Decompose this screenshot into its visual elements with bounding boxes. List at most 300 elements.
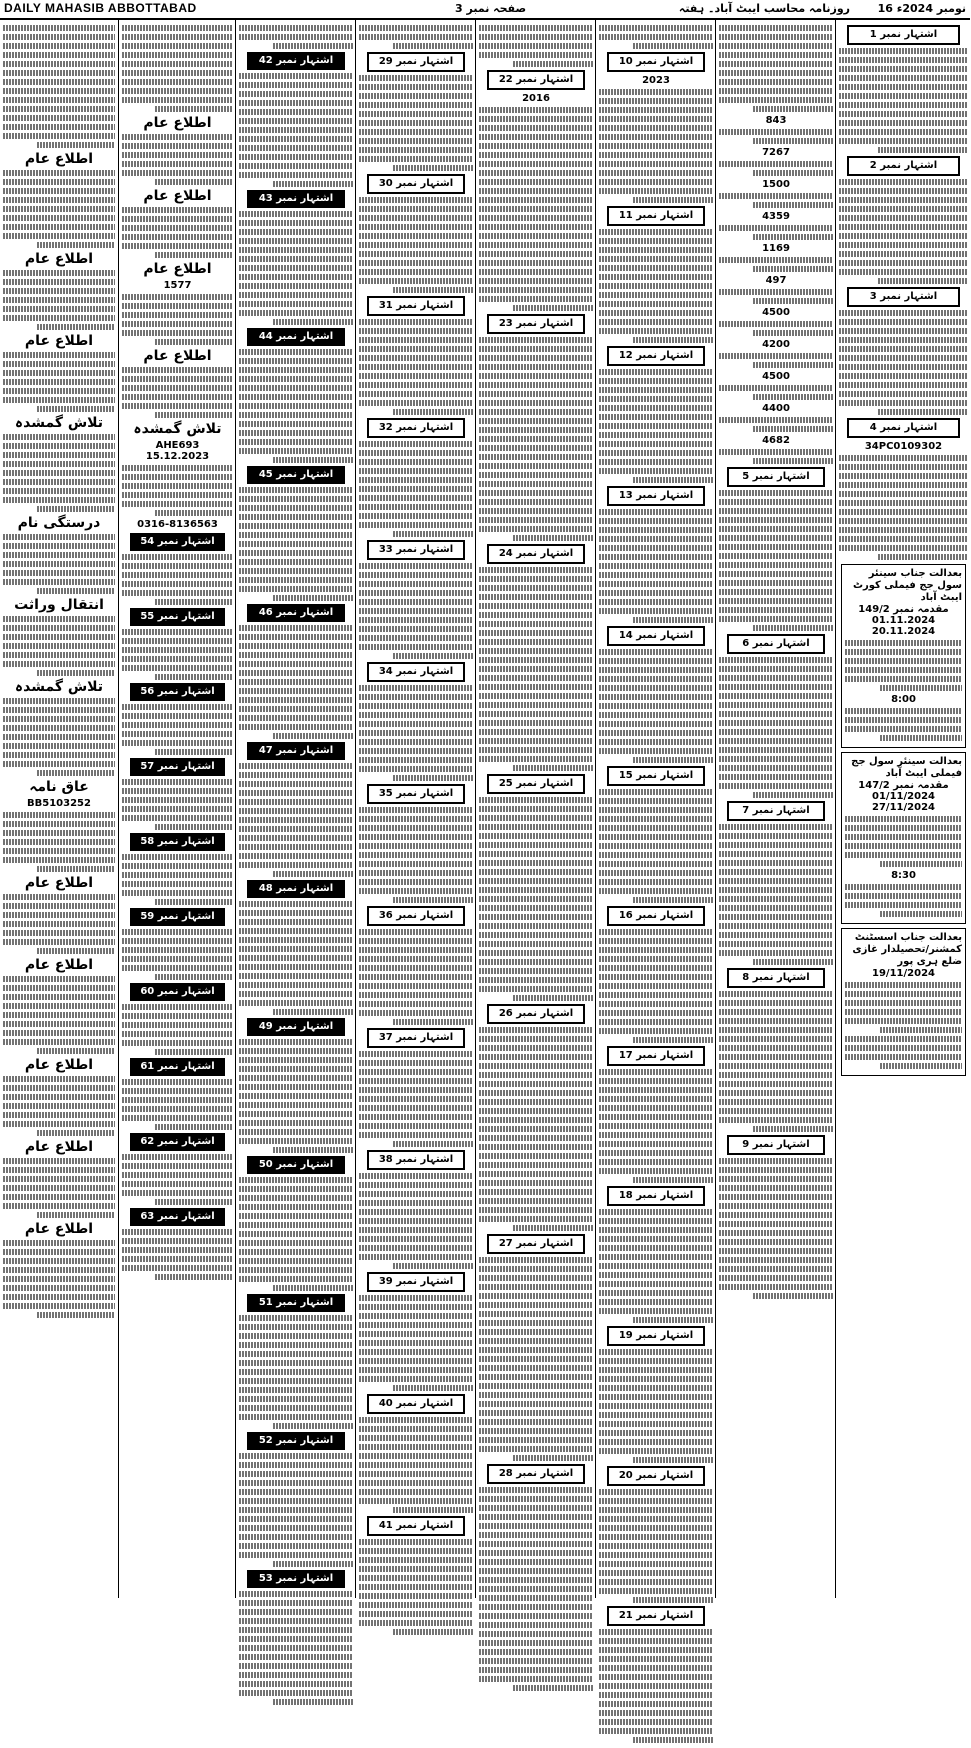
- text-line: [359, 1245, 473, 1251]
- text-line: [239, 1222, 353, 1228]
- text-line: [359, 947, 473, 953]
- text-line: [479, 567, 593, 573]
- page-header: [0, 0, 970, 20]
- text-line: [599, 590, 713, 596]
- text-line: [753, 330, 833, 336]
- text-line: [599, 116, 713, 122]
- text-line: [239, 1111, 353, 1117]
- text-line: [719, 1275, 833, 1281]
- text-line: [122, 376, 233, 382]
- text-line: [3, 470, 115, 476]
- text-line: [599, 798, 713, 804]
- notice-number: AHE693: [155, 440, 200, 451]
- notice-number: 7267: [762, 147, 790, 158]
- text-line: [359, 590, 473, 596]
- text-line: [359, 1096, 473, 1102]
- text-line: [599, 1683, 713, 1689]
- text-line: [479, 693, 593, 699]
- text-line: [122, 1115, 233, 1121]
- text-line: [239, 292, 353, 298]
- text-line: [479, 756, 593, 762]
- text-line: [359, 215, 473, 221]
- text-line: [599, 1430, 713, 1436]
- text-line: [3, 661, 115, 667]
- case-number: مقدمہ نمبر 149/2: [858, 604, 949, 615]
- notice-number-badge: اشتہار نمبر 42: [247, 52, 345, 70]
- text-line: [479, 1257, 593, 1263]
- text-line: [479, 1401, 593, 1407]
- text-line: [122, 1040, 233, 1046]
- text-line: [599, 992, 713, 998]
- text-line: [839, 233, 968, 239]
- text-line: [599, 1105, 713, 1111]
- text-line: [719, 61, 833, 67]
- text-line: [3, 397, 115, 403]
- text-line: [479, 666, 593, 672]
- text-line: [479, 188, 593, 194]
- court-notice: [841, 928, 966, 1076]
- text-line: [633, 1317, 713, 1323]
- text-line: [719, 129, 833, 135]
- text-line: [599, 1078, 713, 1084]
- text-line: [122, 403, 233, 409]
- text-line: [155, 1274, 233, 1280]
- text-line: [719, 923, 833, 929]
- notice-number-badge: اشتہار نمبر 23: [487, 314, 585, 334]
- notice-number-badge: اشتہار نمبر 28: [487, 1464, 585, 1484]
- text-line: [3, 434, 115, 440]
- text-line: [599, 1150, 713, 1156]
- notice-number-badge: اشتہار نمبر 2: [847, 156, 960, 176]
- text-line: [273, 1423, 353, 1429]
- text-line: [239, 100, 353, 106]
- text-line: [479, 878, 593, 884]
- text-line: [479, 152, 593, 158]
- text-line: [3, 443, 115, 449]
- text-line: [239, 1351, 353, 1357]
- text-line: [359, 965, 473, 971]
- text-line: [3, 1039, 115, 1045]
- text-line: [479, 842, 593, 848]
- text-line: [359, 1304, 473, 1310]
- text-line: [719, 321, 833, 327]
- text-line: [359, 233, 473, 239]
- text-line: [3, 315, 115, 321]
- text-line: [359, 1462, 473, 1468]
- text-line: [753, 234, 833, 240]
- text-line: [3, 552, 115, 558]
- text-line: [239, 265, 353, 271]
- text-line: [719, 589, 833, 595]
- text-line: [599, 1114, 713, 1120]
- text-line: [599, 98, 713, 104]
- text-line: [513, 1685, 593, 1691]
- text-line: [479, 1063, 593, 1069]
- text-line: [599, 1123, 713, 1129]
- text-line: [359, 391, 473, 397]
- text-line: [719, 553, 833, 559]
- text-line: [719, 1081, 833, 1087]
- text-line: [122, 225, 233, 231]
- text-line: [239, 1663, 353, 1669]
- text-line: [479, 1171, 593, 1177]
- text-line: [3, 1267, 115, 1273]
- text-line: [122, 572, 233, 578]
- text-line: [359, 1611, 473, 1617]
- notice-number-badge: اشتہار نمبر 24: [487, 544, 585, 564]
- text-line: [239, 1177, 353, 1183]
- text-line: [37, 142, 115, 148]
- text-line: [719, 43, 833, 49]
- text-line: [3, 370, 115, 376]
- text-line: [359, 364, 473, 370]
- text-line: [359, 25, 473, 31]
- text-line: [479, 932, 593, 938]
- text-line: [479, 1153, 593, 1159]
- text-line: [239, 163, 353, 169]
- text-line: [359, 1209, 473, 1215]
- text-line: [479, 950, 593, 956]
- text-line: [239, 25, 353, 31]
- text-line: [479, 1320, 593, 1326]
- text-line: [880, 911, 962, 917]
- notice-number-badge: اشتہار نمبر 13: [607, 486, 705, 506]
- text-line: [479, 1162, 593, 1168]
- text-line: [719, 950, 833, 956]
- text-line: [239, 1075, 353, 1081]
- text-line: [599, 599, 713, 605]
- text-line: [599, 1728, 713, 1734]
- text-line: [599, 188, 713, 194]
- text-line: [719, 34, 833, 40]
- notice-title: اطلاع عام: [143, 115, 212, 131]
- text-line: [719, 1117, 833, 1123]
- text-line: [479, 1392, 593, 1398]
- text-line: [3, 361, 115, 367]
- text-line: [479, 161, 593, 167]
- text-line: [719, 666, 833, 672]
- text-line: [3, 25, 115, 31]
- text-line: [122, 492, 233, 498]
- text-line: [599, 328, 713, 334]
- text-line: [359, 513, 473, 519]
- text-line: [753, 625, 833, 631]
- text-line: [359, 1376, 473, 1382]
- text-line: [479, 576, 593, 582]
- text-line: [599, 1448, 713, 1454]
- notice-title: اطلاع عام: [24, 957, 94, 973]
- text-line: [359, 1173, 473, 1179]
- notice-number-badge: اشتہار نمبر 12: [607, 346, 705, 366]
- text-line: [359, 1069, 473, 1075]
- text-line: [479, 1198, 593, 1204]
- text-line: [753, 458, 833, 464]
- text-line: [719, 756, 833, 762]
- text-line: [719, 991, 833, 997]
- text-line: [122, 1190, 233, 1196]
- text-line: [479, 860, 593, 866]
- text-line: [719, 765, 833, 771]
- text-line: [359, 983, 473, 989]
- text-line: [3, 625, 115, 631]
- text-line: [479, 170, 593, 176]
- text-line: [719, 1072, 833, 1078]
- text-line: [719, 747, 833, 753]
- text-line: [359, 206, 473, 212]
- text-line: [479, 499, 593, 505]
- text-line: [479, 1631, 593, 1637]
- text-line: [359, 495, 473, 501]
- text-line: [239, 1084, 353, 1090]
- text-line: [719, 1185, 833, 1191]
- text-line: [845, 843, 962, 849]
- text-line: [479, 143, 593, 149]
- text-line: [719, 675, 833, 681]
- text-line: [599, 730, 713, 736]
- text-line: [599, 536, 713, 542]
- text-line: [599, 1001, 713, 1007]
- text-line: [599, 1218, 713, 1224]
- text-line: [122, 554, 233, 560]
- text-line: [719, 1063, 833, 1069]
- text-line: [239, 1543, 353, 1549]
- text-line: [239, 781, 353, 787]
- text-line: [719, 1230, 833, 1236]
- column-5: [475, 20, 596, 1598]
- text-line: [239, 532, 353, 538]
- text-line: [479, 1541, 593, 1547]
- notice-number-badge: اشتہار نمبر 43: [247, 190, 345, 208]
- text-line: [3, 224, 115, 230]
- text-line: [479, 1550, 593, 1556]
- text-line: [155, 1124, 233, 1130]
- text-line: [479, 1311, 593, 1317]
- text-line: [479, 1586, 593, 1592]
- text-line: [719, 657, 833, 663]
- text-line: [479, 1284, 593, 1290]
- text-line: [359, 129, 473, 135]
- text-line: [239, 349, 353, 355]
- text-line: [479, 409, 593, 415]
- notice-number-badge: اشتہار نمبر 7: [727, 801, 825, 821]
- text-line: [273, 1147, 353, 1153]
- notice-number-badge: اشتہار نمبر 26: [487, 1004, 585, 1024]
- text-line: [359, 1358, 473, 1364]
- text-line: [479, 382, 593, 388]
- text-line: [239, 1315, 353, 1321]
- text-line: [3, 716, 115, 722]
- masthead-english: DAILY MAHASIB ABBOTTABAD: [4, 1, 197, 15]
- text-line: [122, 731, 233, 737]
- text-line: [479, 1658, 593, 1664]
- text-line: [880, 1063, 962, 1069]
- text-line: [359, 1498, 473, 1504]
- notice-number-badge: اشتہار نمبر 51: [247, 1294, 345, 1312]
- text-line: [122, 88, 233, 94]
- text-line: [239, 826, 353, 832]
- text-line: [719, 70, 833, 76]
- text-line: [3, 570, 115, 576]
- text-line: [839, 536, 968, 542]
- notice-number: 1500: [762, 179, 790, 190]
- text-line: [719, 1000, 833, 1006]
- text-line: [359, 1471, 473, 1477]
- text-line: [239, 1627, 353, 1633]
- text-line: [719, 1158, 833, 1164]
- text-line: [155, 899, 233, 905]
- text-line: [599, 432, 713, 438]
- text-line: [599, 527, 713, 533]
- text-line: [479, 116, 593, 122]
- text-line: [599, 929, 713, 935]
- text-line: [479, 224, 593, 230]
- text-line: [845, 982, 962, 988]
- hearing-time: 8:00: [891, 694, 916, 705]
- text-line: [3, 388, 115, 394]
- notice-title: اطلاع عام: [24, 251, 94, 267]
- text-line: [719, 598, 833, 604]
- text-line: [479, 986, 593, 992]
- text-line: [37, 1212, 115, 1218]
- notice-title: اطلاع عام: [143, 348, 212, 364]
- text-line: [719, 616, 833, 622]
- text-line: [479, 896, 593, 902]
- text-line: [3, 206, 115, 212]
- hearing-date: 27/11/2024: [872, 802, 935, 813]
- text-line: [599, 879, 713, 885]
- text-line: [239, 1369, 353, 1375]
- text-line: [599, 1028, 713, 1034]
- text-line: [359, 617, 473, 623]
- text-line: [122, 1088, 233, 1094]
- text-line: [633, 477, 713, 483]
- text-line: [513, 61, 593, 67]
- text-line: [719, 1045, 833, 1051]
- text-line: [719, 905, 833, 911]
- text-line: [479, 517, 593, 523]
- text-line: [599, 658, 713, 664]
- text-line: [599, 265, 713, 271]
- text-line: [359, 84, 473, 90]
- text-line: [273, 457, 353, 463]
- notice-number-badge: اشتہار نمبر 47: [247, 742, 345, 760]
- text-line: [3, 643, 115, 649]
- text-line: [599, 1263, 713, 1269]
- text-line: [845, 676, 962, 682]
- text-line: [239, 1360, 353, 1366]
- text-line: [839, 518, 968, 524]
- text-line: [839, 500, 968, 506]
- text-line: [719, 1018, 833, 1024]
- text-line: [479, 1338, 593, 1344]
- text-line: [239, 835, 353, 841]
- text-line: [393, 409, 473, 415]
- court-title: بعدالت جناب سینئر سول جج فیملی کورٹ ایبٹ آباد: [852, 568, 962, 603]
- text-line: [239, 172, 353, 178]
- text-line: [479, 1266, 593, 1272]
- text-line: [839, 269, 968, 275]
- text-line: [122, 863, 233, 869]
- text-line: [122, 1013, 233, 1019]
- text-line: [3, 1076, 115, 1082]
- text-line: [479, 260, 593, 266]
- text-line: [359, 1539, 473, 1545]
- text-line: [155, 106, 233, 112]
- text-line: [239, 1267, 353, 1273]
- text-line: [839, 391, 968, 397]
- text-line: [839, 197, 968, 203]
- text-line: [359, 522, 473, 528]
- text-line: [3, 812, 115, 818]
- text-line: [479, 472, 593, 478]
- text-line: [122, 1229, 233, 1235]
- text-line: [3, 61, 115, 67]
- text-line: [479, 242, 593, 248]
- text-line: [122, 581, 233, 587]
- text-line: [599, 1570, 713, 1576]
- text-line: [239, 1324, 353, 1330]
- text-line: [599, 843, 713, 849]
- text-line: [359, 355, 473, 361]
- text-line: [359, 75, 473, 81]
- text-line: [513, 1225, 593, 1231]
- text-line: [359, 1123, 473, 1129]
- notice-title: عاق نامہ: [29, 779, 89, 795]
- text-line: [479, 1604, 593, 1610]
- text-line: [273, 1285, 353, 1291]
- text-line: [839, 260, 968, 266]
- text-line: [239, 706, 353, 712]
- text-line: [122, 1097, 233, 1103]
- text-line: [599, 319, 713, 325]
- text-line: [37, 324, 115, 330]
- text-line: [719, 878, 833, 884]
- text-line: [479, 887, 593, 893]
- text-line: [845, 1000, 962, 1006]
- text-line: [122, 312, 233, 318]
- notice-number-badge: اشتہار نمبر 27: [487, 1234, 585, 1254]
- text-line: [839, 57, 968, 63]
- text-line: [479, 1117, 593, 1123]
- notice-number: 2023: [642, 75, 670, 86]
- text-line: [479, 1446, 593, 1452]
- text-line: [719, 508, 833, 514]
- text-line: [599, 1272, 713, 1278]
- text-line: [359, 251, 473, 257]
- text-line: [719, 1239, 833, 1245]
- text-line: [719, 1203, 833, 1209]
- text-line: [719, 257, 833, 263]
- text-line: [719, 702, 833, 708]
- text-line: [359, 694, 473, 700]
- text-line: [479, 824, 593, 830]
- hearing-date: 01/11/2024: [872, 791, 935, 802]
- text-line: [599, 1254, 713, 1260]
- text-line: [359, 1331, 473, 1337]
- notice-number: 34PC0109302: [864, 441, 943, 452]
- text-line: [479, 1622, 593, 1628]
- text-line: [513, 765, 593, 771]
- text-line: [239, 1249, 353, 1255]
- text-line: [359, 242, 473, 248]
- text-line: [839, 66, 968, 72]
- text-line: [599, 1638, 713, 1644]
- text-line: [599, 938, 713, 944]
- text-line: [239, 1120, 353, 1126]
- text-line: [839, 482, 968, 488]
- text-line: [239, 1600, 353, 1606]
- text-line: [599, 1421, 713, 1427]
